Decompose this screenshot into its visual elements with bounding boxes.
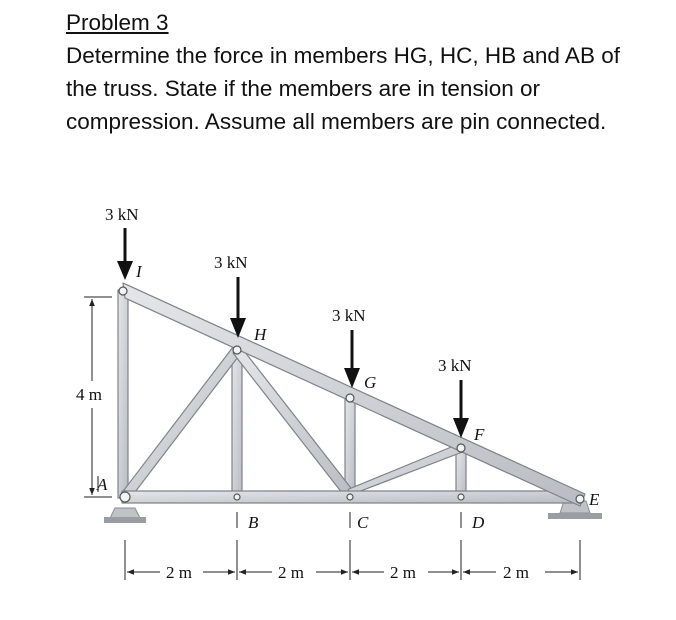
joint-c (347, 494, 353, 500)
load-label-g: 3 kN (332, 306, 366, 325)
member-hb (232, 350, 242, 498)
joint-label-e: E (589, 490, 600, 509)
joint-label-b: B (248, 513, 259, 532)
joint-label-a: A (97, 475, 108, 494)
member-ah (124, 347, 241, 496)
load-label-i: 3 kN (105, 205, 139, 224)
pin-support-a (104, 508, 146, 523)
member-ia (118, 290, 128, 498)
joint-h (233, 346, 241, 354)
joint-label-d: D (472, 513, 485, 532)
joint-label-i: I (136, 262, 142, 281)
span-label-bc: 2 m (278, 563, 304, 582)
joint-label-h: H (254, 325, 267, 344)
span-label-cd: 2 m (390, 563, 416, 582)
load-arrow-h (230, 277, 246, 338)
joint-b (234, 494, 240, 500)
joint-label-c: C (357, 513, 369, 532)
joint-i (119, 287, 127, 295)
span-label-ab: 2 m (166, 563, 192, 582)
member-gc-diag (345, 443, 465, 497)
problem-heading: Problem 3 (66, 10, 169, 35)
span-label-de: 2 m (503, 563, 529, 582)
joint-e (576, 495, 584, 503)
joint-a (120, 492, 130, 502)
joint-label-f: F (474, 425, 485, 444)
problem-statement: Determine the force in members HG, HC, HB and AB of the truss. State if the members are in tension or compression. Assume all members are pin connected. (66, 43, 620, 134)
load-arrow-i (117, 228, 133, 280)
joint-d (458, 494, 464, 500)
height-label: 4 m (76, 385, 102, 404)
load-label-h: 3 kN (214, 253, 248, 272)
joint-f (457, 444, 465, 452)
load-arrow-g (344, 330, 360, 388)
joint-g (346, 394, 354, 402)
load-arrow-f (453, 380, 469, 438)
load-label-f: 3 kN (438, 356, 472, 375)
joint-label-g: G (364, 373, 377, 392)
